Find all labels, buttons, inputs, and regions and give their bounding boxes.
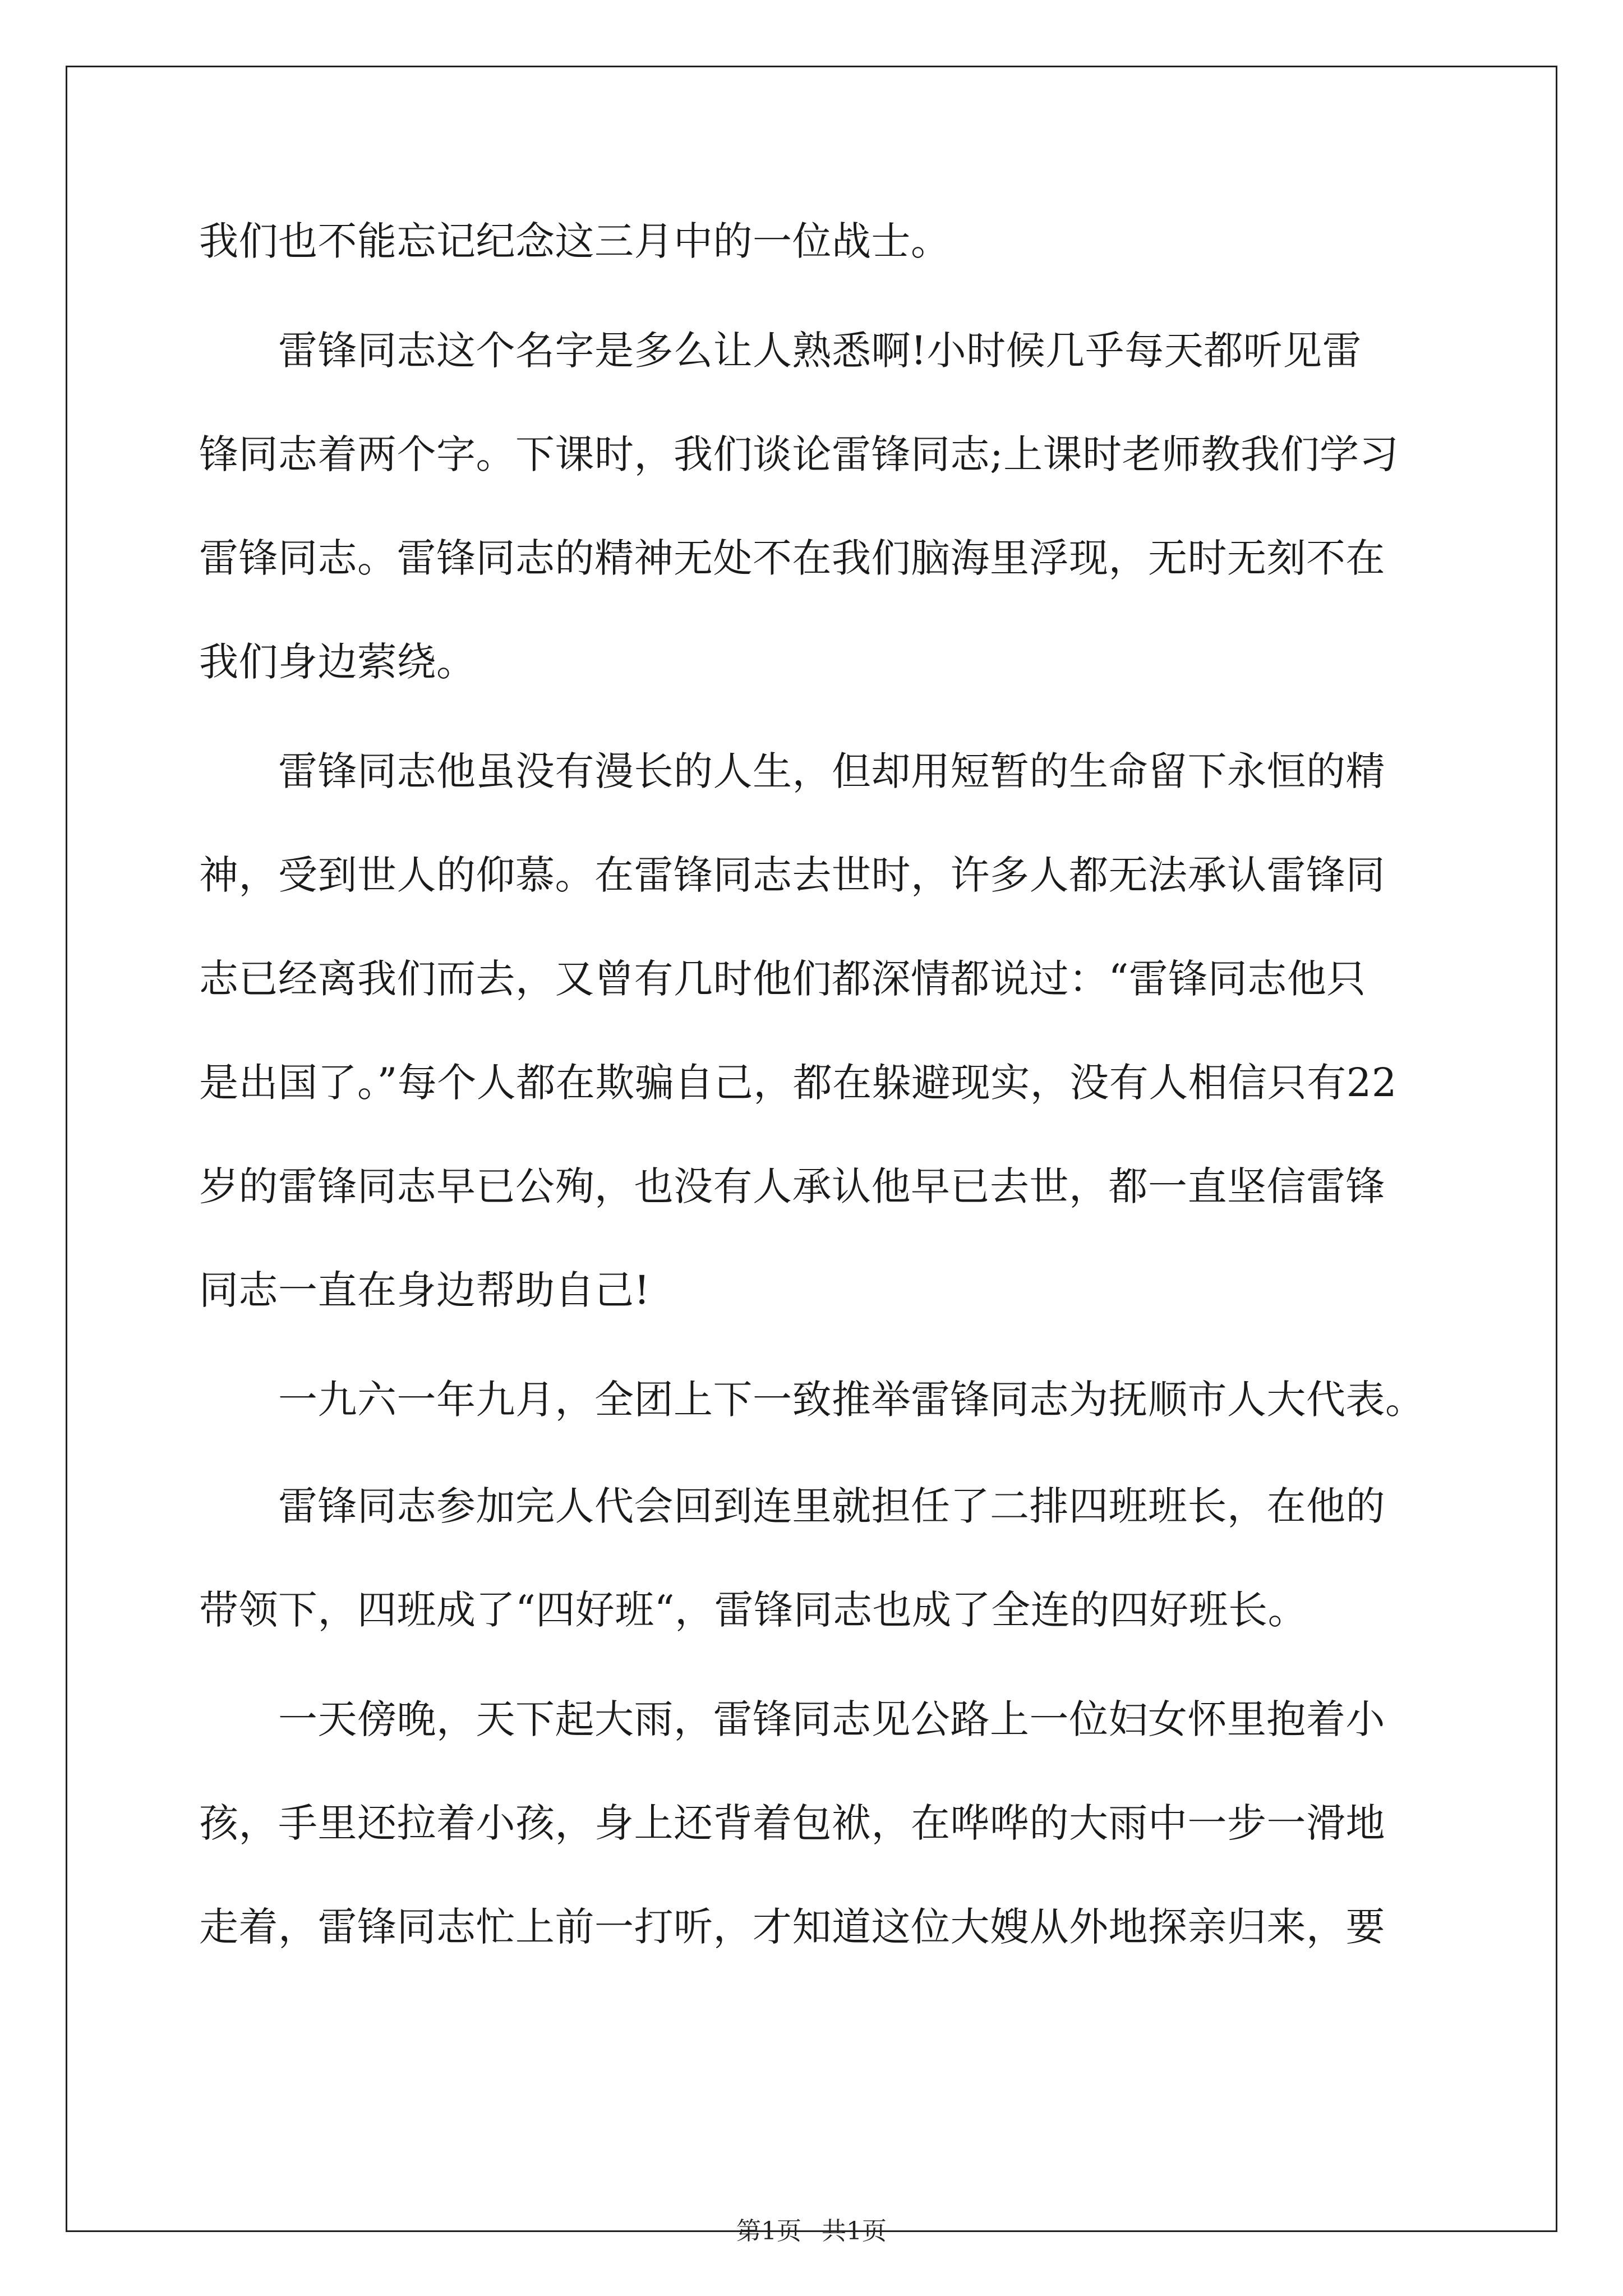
text-line: 带领下，四班成了“四好班“，雷锋同志也成了全连的四好班长。 bbox=[199, 1587, 1308, 1633]
text-line: 一天傍晚，天下起大雨，雷锋同志见公路上一位妇女怀里抱着小 bbox=[199, 1696, 1385, 1742]
text-line: 同志一直在身边帮助自己! bbox=[199, 1267, 651, 1313]
text-line: 是出国了。”每个人都在欺骗自己，都在躲避现实，没有人相信只有22 bbox=[199, 1060, 1397, 1106]
text-line: 锋同志着两个字。下课时，我们谈论雷锋同志;上课时老师教我们学习 bbox=[199, 431, 1399, 477]
text-line: 孩，手里还拉着小孩，身上还背着包袱，在哗哗的大雨中一步一滑地 bbox=[199, 1800, 1385, 1846]
page-number: 第1页 bbox=[736, 2217, 801, 2246]
text-line: 雷锋同志参加完人代会回到连里就担任了二排四班班长，在他的 bbox=[199, 1483, 1385, 1529]
text-line: 一九六一年九月，全团上下一致推举雷锋同志为抚顺市人大代表。 bbox=[199, 1377, 1425, 1423]
text-line: 走着，雷锋同志忙上前一打听，才知道这位大嫂从外地探亲归来，要 bbox=[199, 1904, 1385, 1950]
text-line: 我们也不能忘记纪念这三月中的一位战士。 bbox=[199, 218, 951, 264]
text-line: 雷锋同志。雷锋同志的精神无处不在我们脑海里浮现，无时无刻不在 bbox=[199, 535, 1385, 581]
text-line: 神，受到世人的仰慕。在雷锋同志去世时，许多人都无法承认雷锋同 bbox=[199, 852, 1385, 898]
page-total: 共1页 bbox=[822, 2217, 887, 2246]
text-line: 岁的雷锋同志早已公殉，也没有人承认他早已去世，都一直坚信雷锋 bbox=[199, 1163, 1385, 1209]
text-line: 志已经离我们而去，又曾有几时他们都深情都说过：“雷锋同志他只 bbox=[199, 956, 1366, 1002]
text-line: 我们身边萦绕。 bbox=[199, 639, 476, 685]
text-line: 雷锋同志这个名字是多么让人熟悉啊!小时候几乎每天都听见雷 bbox=[199, 328, 1362, 374]
page-footer bbox=[0, 2215, 1623, 2248]
text-line: 雷锋同志他虽没有漫长的人生，但却用短暂的生命留下永恒的精 bbox=[199, 748, 1385, 794]
